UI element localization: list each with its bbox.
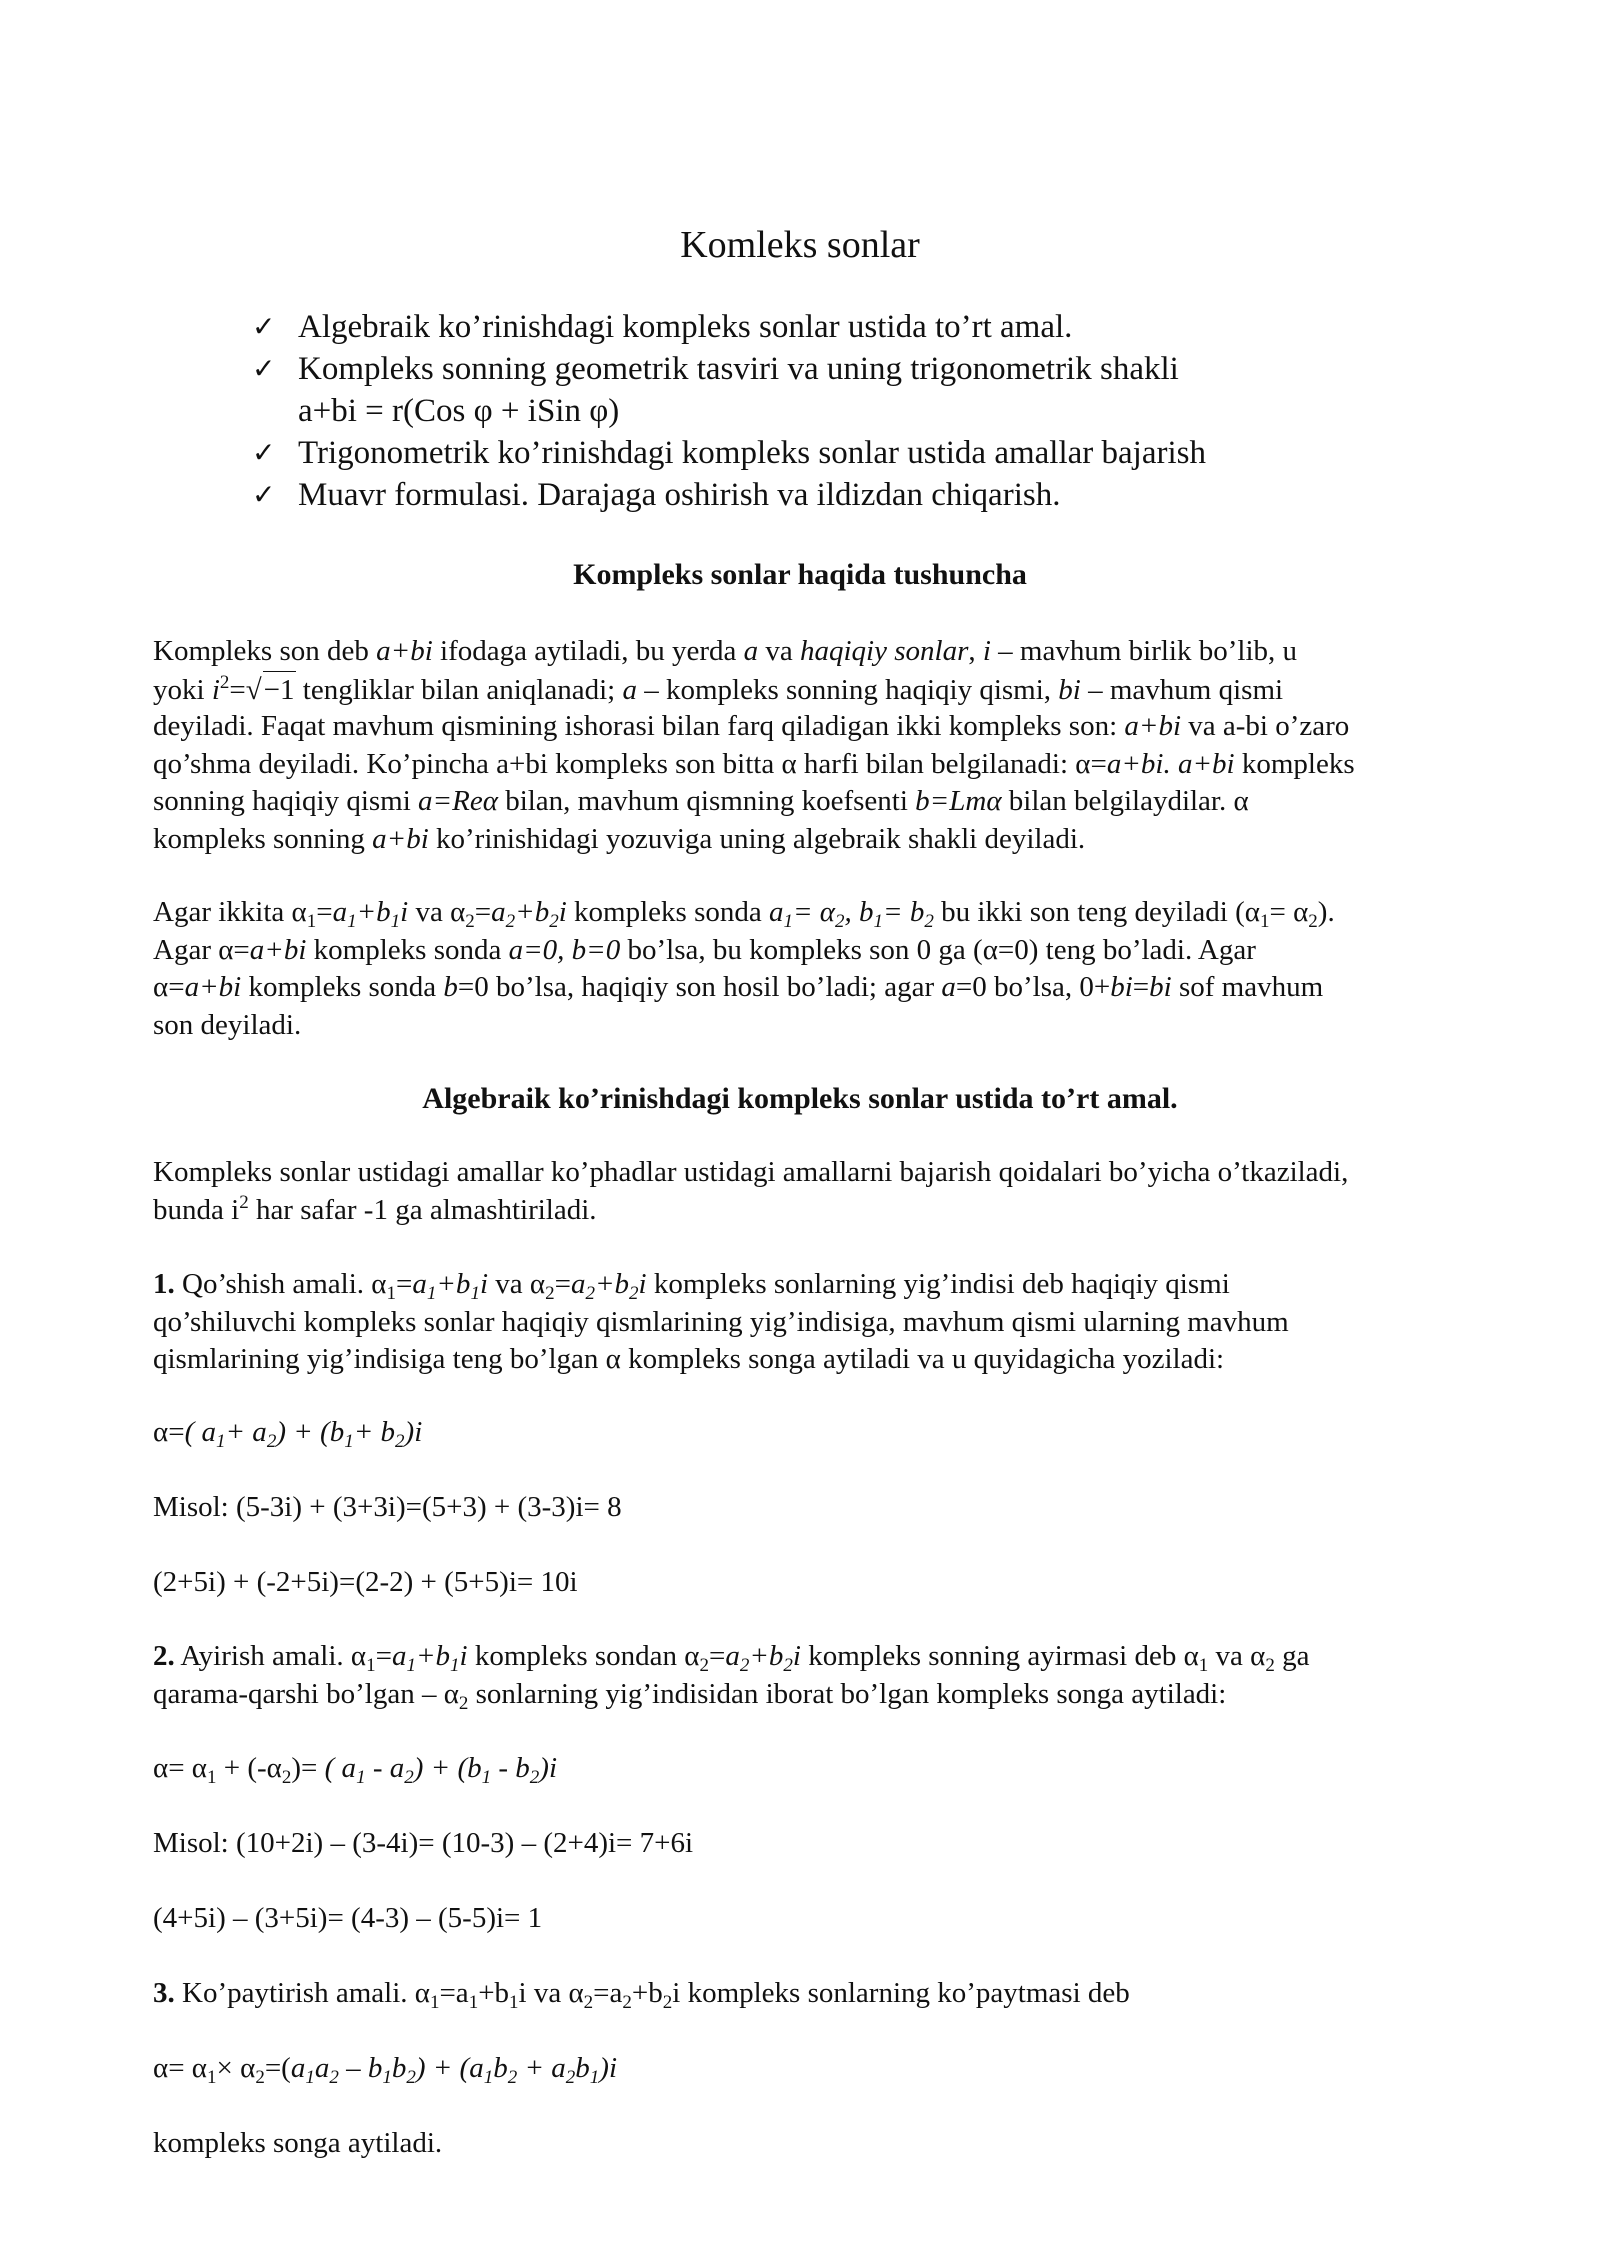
text-line: Agar ikkita $\alpha_1=a_1+b_1i$ va $\alpha_2=a_2+b_2i$ kompleks sonda $a_1= \alpha_2$, $b_1= b_2$ bu ikki son teng deyiladi $(\alpha_1= \alpha_2)$.	[153, 896, 1335, 932]
check-mark-icon: ✓	[252, 310, 276, 343]
page-title: Komleks sonlar	[680, 224, 920, 266]
text-line: qarama-qarshi bo’lgan – $\alpha_2$ sonlarning yig’indisidan iborat bo’lgan kompleks songa aytiladi:	[153, 1677, 1227, 1714]
addition-example-1: Misol: (5-3i) + (3+3i)=(5+3) + (3-3)i= 8	[153, 1491, 622, 1523]
text-line: Kompleks sonlar ustidagi amallar ko’phadlar ustidagi amallarni bajarish qoidalari bo’yicha o’tkaziladi,	[153, 1156, 1349, 1188]
topic-checklist	[250, 306, 1450, 516]
subtraction-example-2: (4+5i) – (3+5i)= (4-3) – (5-5)i= 1	[153, 1902, 543, 1934]
check-mark-icon: ✓	[252, 478, 276, 511]
text-line: yoki $i^2=√-1$ tengliklar bilan aniqlanadi; a – kompleks sonning haqiqiy qismi, bi – mavhum qismi	[153, 671, 1513, 709]
text-line: kompleks sonning a+bi ko’rinishidagi yozuviga uning algebraik shakli deyiladi.	[153, 822, 1086, 855]
paragraph-addition	[153, 1266, 1513, 1379]
text-line: 2. Ayirish amali. $\alpha_1=a_1+b_1i$ kompleks sondan $\alpha_2=a_2+b_2i$ kompleks sonning ayirmasi deb $\alpha_1$ va $\alpha_2$ ga	[153, 1640, 1310, 1676]
checklist-item	[250, 474, 1450, 516]
checklist-item	[250, 432, 1450, 474]
text-line: deyiladi. Faqat mavhum qismining ishorasi bilan farq qiladigan ikki kompleks son: a+bi va a-bi o’zaro	[153, 710, 1350, 742]
check-mark-icon: ✓	[252, 436, 276, 469]
paragraph-equality	[153, 894, 1513, 1044]
text-line: Kompleks son deb a+bi ifodaga aytiladi, bu yerda a va haqiqiy sonlar, i – mavhum birlik bo’lib, u	[153, 635, 1298, 667]
checklist-item-text: Algebraik ko’rinishdagi kompleks sonlar ustida to’rt amal.	[298, 309, 1073, 345]
addition-example-2: (2+5i) + (-2+5i)=(2-2) + (5+5)i= 10i	[153, 1566, 578, 1598]
paragraph-subtraction	[153, 1638, 1513, 1713]
paragraph-operations-intro	[153, 1154, 1513, 1229]
checklist-item	[250, 306, 1450, 348]
text-line: 1. Qo’shish amali. $\alpha_1=a_1+b_1i$ va $\alpha_2=a_2+b_2i$ kompleks sonlarning yig’indisi deb haqiqiy qismi	[153, 1268, 1230, 1304]
subtraction-formula: $\alpha= \alpha_1 + (-\alpha_2)=$ ( $a_1 - a_2) + (b_1 - b_2)i$	[153, 1752, 558, 1788]
text-line: sonning haqiqiy qismi a=Reα bilan, mavhum qismning koefsenti b=Lmα bilan belgilaydilar. α	[153, 785, 1249, 817]
checklist-formula	[250, 390, 1450, 432]
subtraction-example-1: Misol: (10+2i) – (3-4i)= (10-3) – (2+4)i= 7+6i	[153, 1827, 694, 1859]
multiplication-conclusion: kompleks songa aytiladi.	[153, 2127, 443, 2159]
paragraph-definition	[153, 633, 1513, 858]
text-line: α=a+bi kompleks sonda b=0 bo’lsa, haqiqiy son hosil bo’ladi; agar a=0 bo’lsa, 0+bi=bi sof mavhum	[153, 971, 1324, 1003]
text-line: qo’shiluvchi kompleks sonlar haqiqiy qismlarining yig’indisiga, mavhum qismi ularning mavhum	[153, 1305, 1289, 1338]
checklist-item-text: Muavr formulasi. Darajaga oshirish va ildizdan chiqarish.	[298, 477, 1061, 513]
addition-formula: α=( $a_1+ a_2) + (b_1+ b_2)i$	[153, 1416, 423, 1452]
multiplication-definition: 3. Ko’paytirish amali. $\alpha_1=a_1+b_1i$ va $\alpha_2=a_2+b_2i$ kompleks sonlarning ko’paytmasi deb	[153, 1977, 1130, 2013]
checklist-item-text: Kompleks sonning geometrik tasviri va uning trigonometrik shakli	[298, 351, 1179, 387]
checklist-item	[250, 348, 1450, 390]
section-heading-operations: Algebraik ko’rinishdagi kompleks sonlar ustida to’rt amal.	[422, 1082, 1178, 1115]
checklist-item-text: Trigonometrik ko’rinishdagi kompleks sonlar ustida amallar bajarish	[298, 435, 1206, 471]
square-root-radicand: −1	[263, 671, 296, 710]
text-line: bunda $i^2$ har safar -1 ga almashtiriladi.	[153, 1191, 597, 1226]
text-line: qismlarining yig’indisiga teng bo’lgan α kompleks songa aytiladi va u quyidagicha yoziladi:	[153, 1343, 1225, 1375]
checklist-formula-text: a+bi = r(Cos φ + iSin φ)	[298, 393, 620, 429]
check-mark-icon: ✓	[252, 352, 276, 385]
text-line: Agar α=a+bi kompleks sonda a=0, b=0 bo’lsa, bu kompleks son 0 ga (α=0) teng bo’ladi. Agar	[153, 933, 1256, 966]
text-line: son deyiladi.	[153, 1008, 302, 1041]
text-line: qo’shma deyiladi. Ko’pincha a+bi kompleks son bitta α harfi bilan belgilanadi: α=a+bi. a+bi kompleks	[153, 747, 1355, 780]
multiplication-formula: $\alpha= \alpha_1\times \alpha_2=(a_1a_2 - b_1b_2) + (a_1b_2 + a_2b_1)i$	[153, 2052, 618, 2088]
section-heading-concept: Kompleks sonlar haqida tushuncha	[573, 558, 1027, 591]
